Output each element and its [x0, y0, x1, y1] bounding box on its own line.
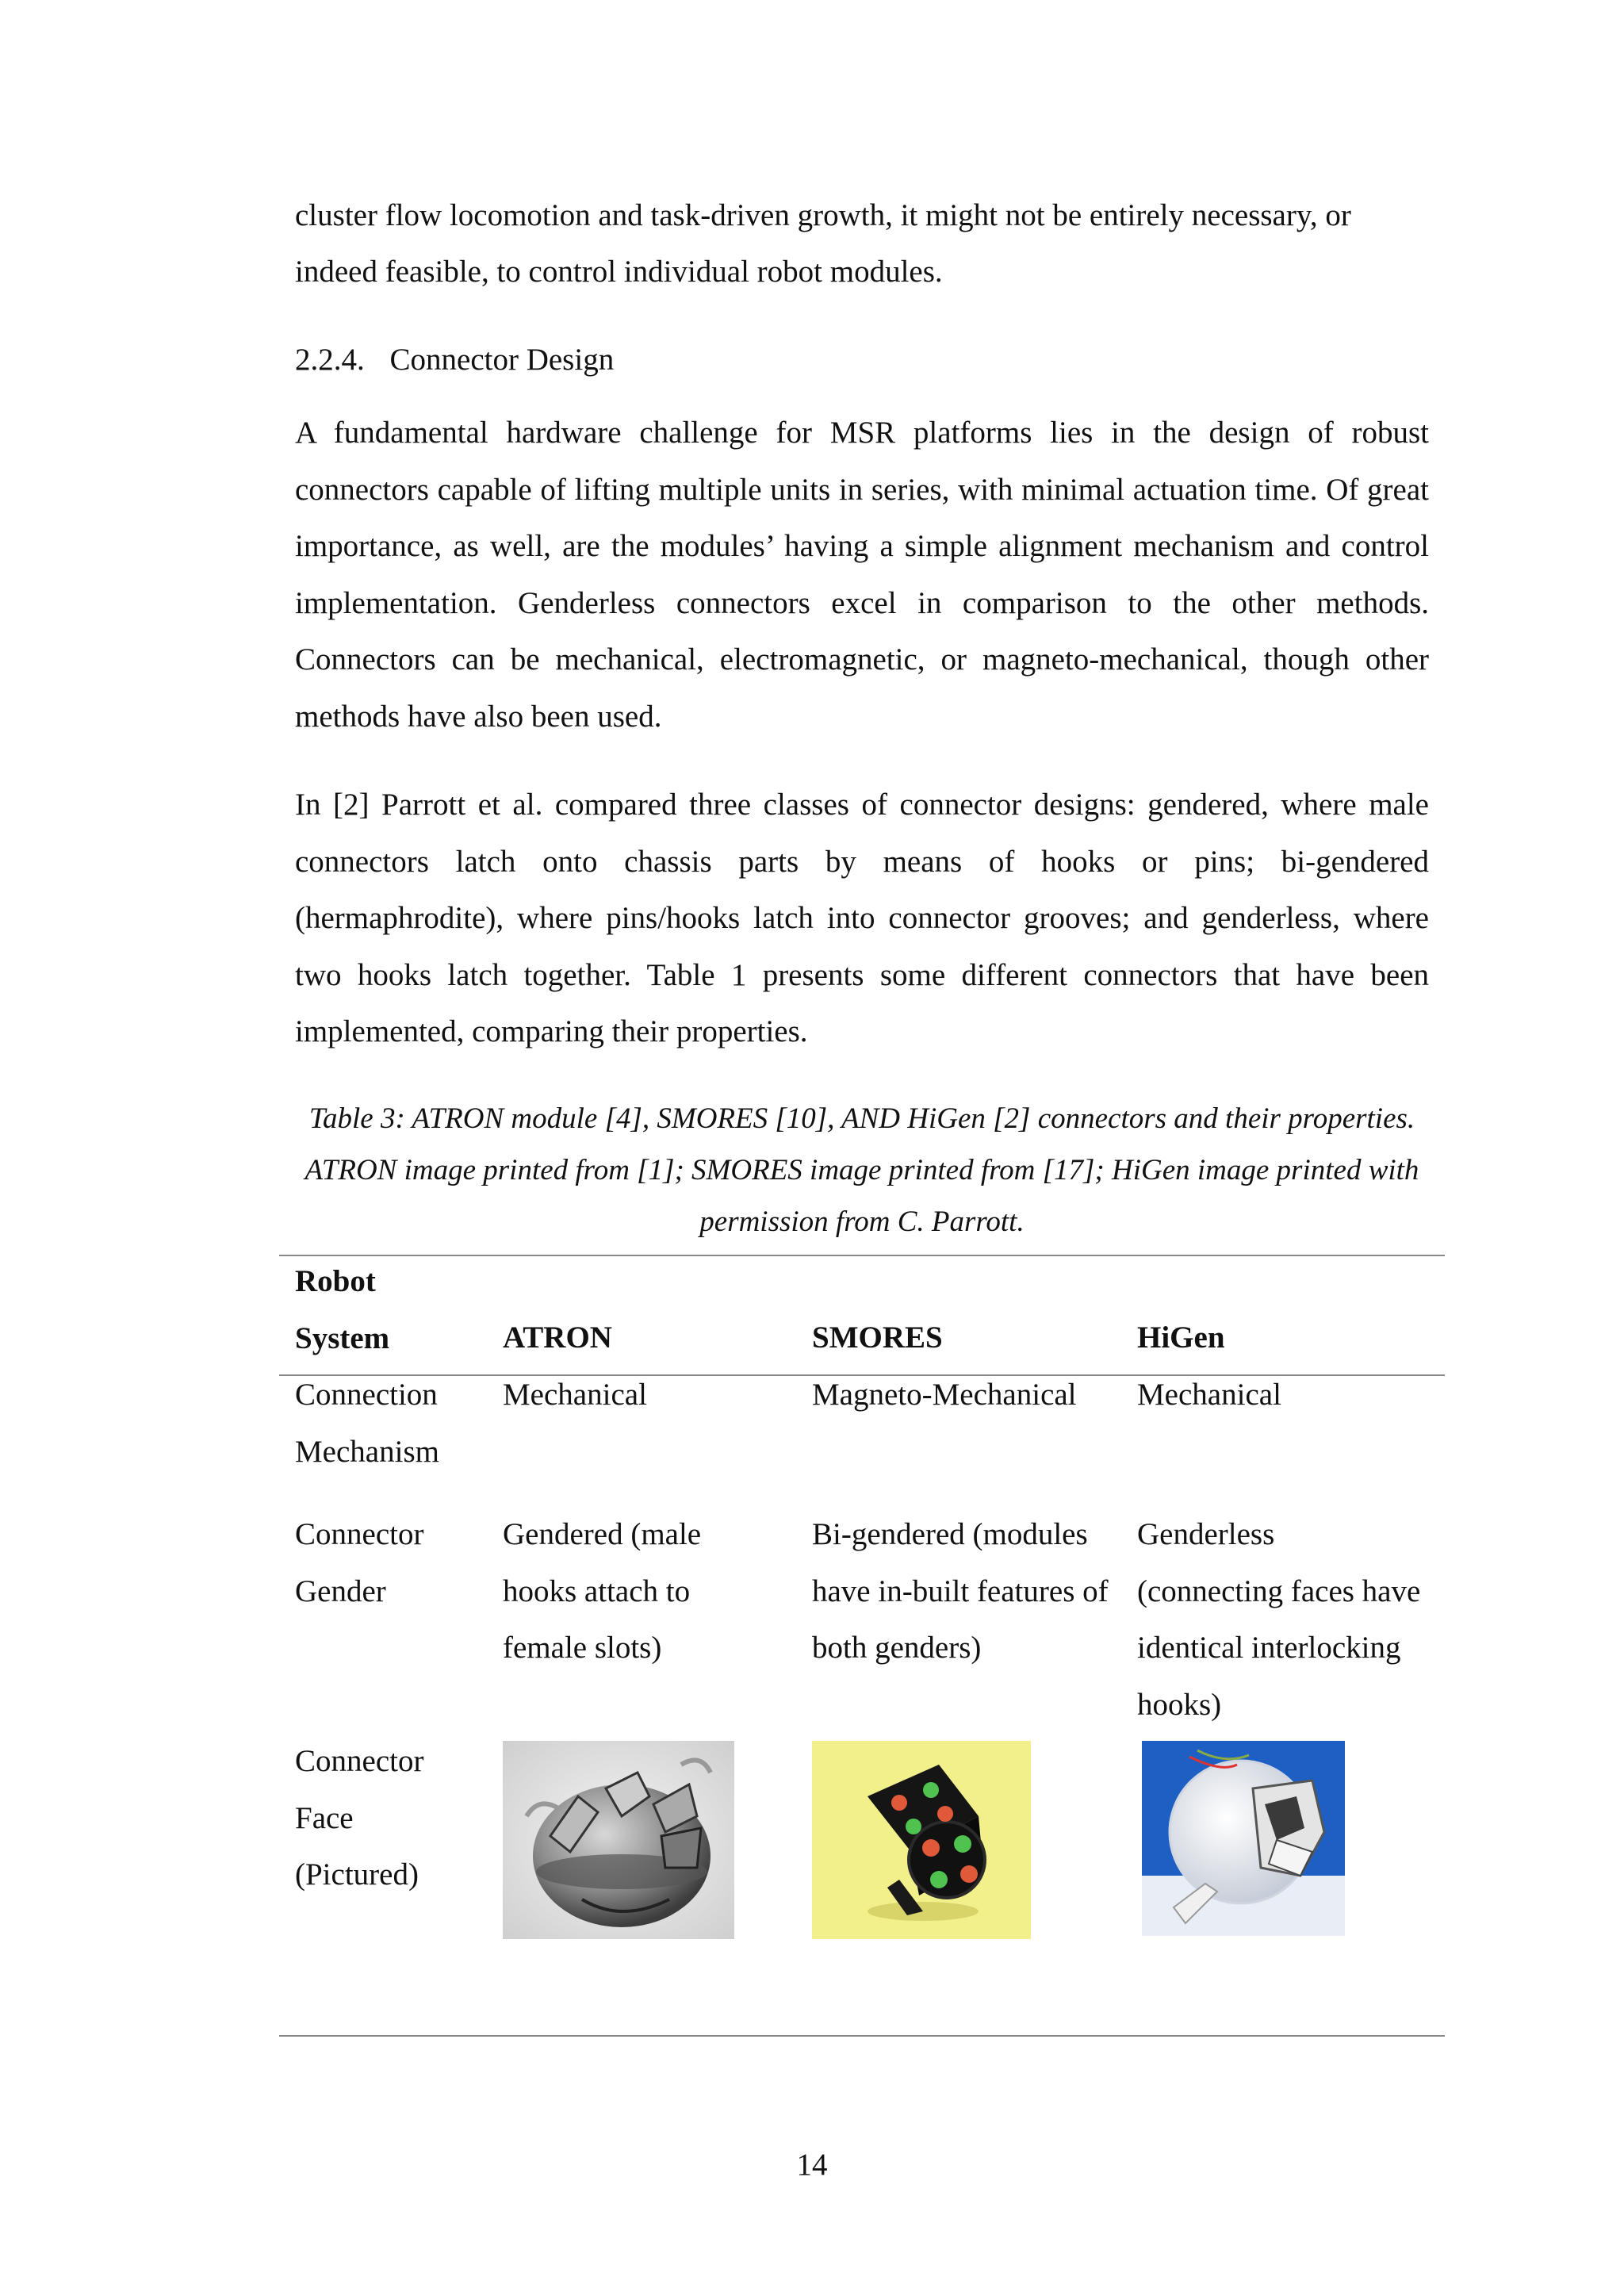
higen-robot-image — [1142, 1741, 1345, 1936]
section-number: 2.2.4. — [295, 343, 365, 377]
cell-atron-mechanism: Mechanical — [503, 1378, 647, 1412]
header-robot-label: Robot — [295, 1264, 376, 1298]
cell-smores-mechanism: Magneto-Mechanical — [812, 1378, 1077, 1412]
atron-robot-image — [503, 1741, 734, 1939]
paragraph-connector-classes: In [2] Parrott et al. compared three classes of connector designs: gendered, where male connectors latch onto chassis parts by means of hooks or pins; bi-gendered (hermaphrodite), where pins/hooks latch into connector grooves; and genderless, where two hooks latch together. Table 1 presents some different connectors that have been implemented, comparing their properties. — [295, 788, 1429, 1048]
section-title: Connector Design — [389, 343, 615, 377]
header-system-label: System — [295, 1320, 390, 1355]
header-higen: HiGen — [1137, 1320, 1225, 1355]
table-caption: Table 3: ATRON module [4], SMORES [10], AND HiGen [2] connectors and their properties. ATRON image printed from [1]; SMORES image printed from [17]; HiGen image printed with permission from C. Parrott. — [304, 1102, 1419, 1238]
higen-module-photo — [1142, 1741, 1345, 1936]
page-number: 14 — [796, 2148, 828, 2182]
intro-line-2: indeed feasible, to control individual robot modules. — [295, 255, 943, 289]
atron-module-photo — [503, 1741, 734, 1939]
row-label-connection-mechanism: Connection Mechanism — [295, 1378, 439, 1469]
cell-smores-gender: Bi-gendered (modules have in-built features of both genders) — [812, 1517, 1109, 1665]
smores-module-photo — [812, 1741, 1031, 1939]
cell-higen-gender: Genderless (connecting faces have identical interlocking hooks) — [1137, 1517, 1421, 1722]
table-bottom-rule — [279, 2035, 1445, 2037]
row-label-connector-face: Connector Face (Pictured) — [295, 1744, 424, 1892]
section-heading — [295, 336, 614, 384]
cell-atron-gender: Gendered (male hooks attach to female slots) — [503, 1517, 702, 1665]
row-label-connector-gender: Connector Gender — [295, 1517, 424, 1608]
intro-line-1: cluster flow locomotion and task-driven growth, it might not be entirely necessary, or — [295, 198, 1351, 232]
header-atron: ATRON — [503, 1320, 612, 1355]
header-smores: SMORES — [812, 1320, 943, 1355]
smores-robot-image — [812, 1741, 1031, 1939]
header-robot-system — [295, 1253, 493, 1366]
paragraph-connector-challenge: A fundamental hardware challenge for MSR platforms lies in the design of robust connectors capable of lifting multiple units in series, with minimal actuation time. Of great importance, as well, are the modules’ having a simple alignment mechanism and control implementation. Genderless connectors excel in comparison to the other methods. Connectors can be mechanical, electromagnetic, or magneto-mechanical, though other methods have also been used. — [295, 416, 1429, 734]
cell-higen-mechanism: Mechanical — [1137, 1378, 1281, 1412]
